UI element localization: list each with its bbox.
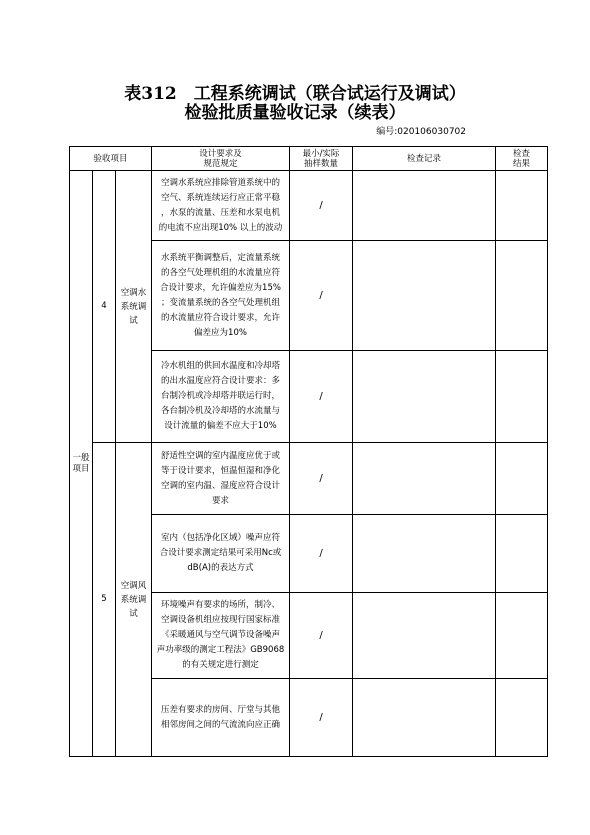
requirement-line: 空调水系统应排除管道系统中的 — [160, 177, 280, 188]
sample-count: / — [290, 679, 353, 757]
header-result-line: 检查 — [512, 148, 530, 159]
table-row — [70, 443, 548, 515]
requirement-line: dB(A)的表达方式 — [187, 563, 254, 573]
group-name-line: 空调风 — [120, 580, 147, 591]
requirement-cell — [152, 515, 290, 593]
record-cell[interactable] — [353, 241, 496, 351]
requirement-line: 的水流量应符合设计要求，允许 — [160, 312, 280, 323]
requirement-line: 要求 — [211, 495, 229, 506]
sample-count: / — [290, 593, 353, 679]
inspection-table — [69, 146, 548, 757]
group-number: 5 — [93, 443, 116, 757]
record-cell[interactable] — [353, 679, 496, 757]
record-cell[interactable] — [353, 351, 496, 443]
requirement-line: 等于设计要求，恒温恒湿和净化 — [160, 465, 280, 476]
record-cell[interactable] — [353, 443, 496, 515]
category-line: 一般 — [72, 452, 90, 463]
group-name-line: 空调水 — [120, 287, 147, 298]
result-cell[interactable] — [496, 679, 548, 757]
form-title: 表312 工程系统调试（联合试运行及调试） — [124, 84, 466, 104]
requirement-line: 合设计要求，允许偏差应为15% — [160, 282, 281, 293]
group-name-line: 系统调 — [120, 301, 147, 312]
header-count-line: 抽样数量 — [303, 158, 338, 169]
requirement-cell — [152, 679, 290, 757]
group-name — [116, 443, 152, 757]
result-cell[interactable] — [496, 443, 548, 515]
header-result — [496, 147, 548, 171]
form-code: 编号:020106030702 — [376, 127, 466, 137]
result-cell[interactable] — [496, 351, 548, 443]
requirement-line: 压差有要求的房间、厅堂与其他 — [160, 704, 280, 715]
header-count-line: 最小/实际 — [302, 148, 340, 159]
requirement-line: 空气、系统连续运行应正常平稳 — [160, 192, 280, 203]
requirement-cell — [152, 241, 290, 351]
sample-count: / — [290, 171, 353, 241]
requirement-line: 空调设备机组应按现行国家标准 — [160, 615, 280, 625]
requirement-line: 的有关规定进行测定 — [182, 660, 259, 670]
group-name-line: 系统调 — [120, 594, 147, 605]
requirement-line: ；变流量系统的各空气处理机组 — [160, 297, 280, 308]
requirement-line: 的各空气处理机组的水流量应符 — [160, 267, 280, 278]
requirement-line: 环境噪声有要求的场所，制冷、 — [160, 600, 280, 610]
header-requirement-line: 规范规定 — [203, 158, 238, 169]
requirement-line: 各台制冷机及冷却塔的水流量与 — [160, 406, 280, 416]
requirement-line: 室内（包括净化区域）噪声应符 — [160, 533, 280, 543]
requirement-line: 的电流不应出现10% 以上的波动 — [158, 222, 283, 233]
requirement-line: 台制冷机或冷却塔并联运行时， — [160, 391, 280, 401]
requirement-line: 设计流量的偏差不应大于10% — [164, 421, 277, 431]
requirement-line: 偏差应为10% — [194, 327, 247, 338]
requirement-line: 声功率级的测定工程法》GB9068 — [156, 645, 285, 655]
table-row — [70, 171, 548, 241]
table-header-row — [70, 147, 548, 171]
header-count — [290, 147, 353, 171]
requirement-line: 相邻房间之间的气流流向应正确 — [160, 719, 280, 730]
group-number: 4 — [93, 171, 116, 443]
result-cell[interactable] — [496, 593, 548, 679]
group-name-line: 试 — [129, 608, 138, 619]
record-cell[interactable] — [353, 515, 496, 593]
requirement-line: 《采暖通风与空气调节设备噪声 — [160, 630, 280, 640]
result-cell[interactable] — [496, 515, 548, 593]
group-name-line: 试 — [129, 315, 138, 326]
category-cell — [70, 171, 93, 757]
requirement-line: 的出水温度应符合设计要求：多 — [160, 376, 280, 386]
sample-count: / — [290, 241, 353, 351]
record-cell[interactable] — [353, 171, 496, 241]
requirement-line: ，水泵的流量、压差和水泵电机 — [160, 207, 280, 218]
record-cell[interactable] — [353, 593, 496, 679]
requirement-cell — [152, 351, 290, 443]
sample-count: / — [290, 515, 353, 593]
header-requirement — [152, 147, 290, 171]
header-item: 验收项目 — [70, 147, 152, 171]
result-cell[interactable] — [496, 171, 548, 241]
requirement-line: 合设计要求测定结果可采用Nc或 — [159, 548, 282, 558]
requirement-line: 水系统平衡调整后，定流量系统 — [160, 252, 280, 263]
requirement-line: 舒适性空调的室内温度应优于或 — [160, 450, 280, 461]
requirement-line: 冷水机组的供回水温度和冷却塔 — [160, 361, 280, 371]
requirement-line: 空调的室内温、湿度应符合设计 — [160, 480, 280, 491]
requirement-cell — [152, 443, 290, 515]
sample-count: / — [290, 351, 353, 443]
header-record: 检查记录 — [353, 147, 496, 171]
header-result-line: 结果 — [512, 158, 530, 169]
result-cell[interactable] — [496, 241, 548, 351]
sample-count: / — [290, 443, 353, 515]
requirement-cell — [152, 593, 290, 679]
category-line: 项目 — [72, 463, 90, 474]
form-subtitle: 检验批质量验收记录（续表） — [184, 103, 406, 123]
header-requirement-line: 设计要求及 — [199, 148, 242, 159]
group-name — [116, 171, 152, 443]
requirement-cell — [152, 171, 290, 241]
